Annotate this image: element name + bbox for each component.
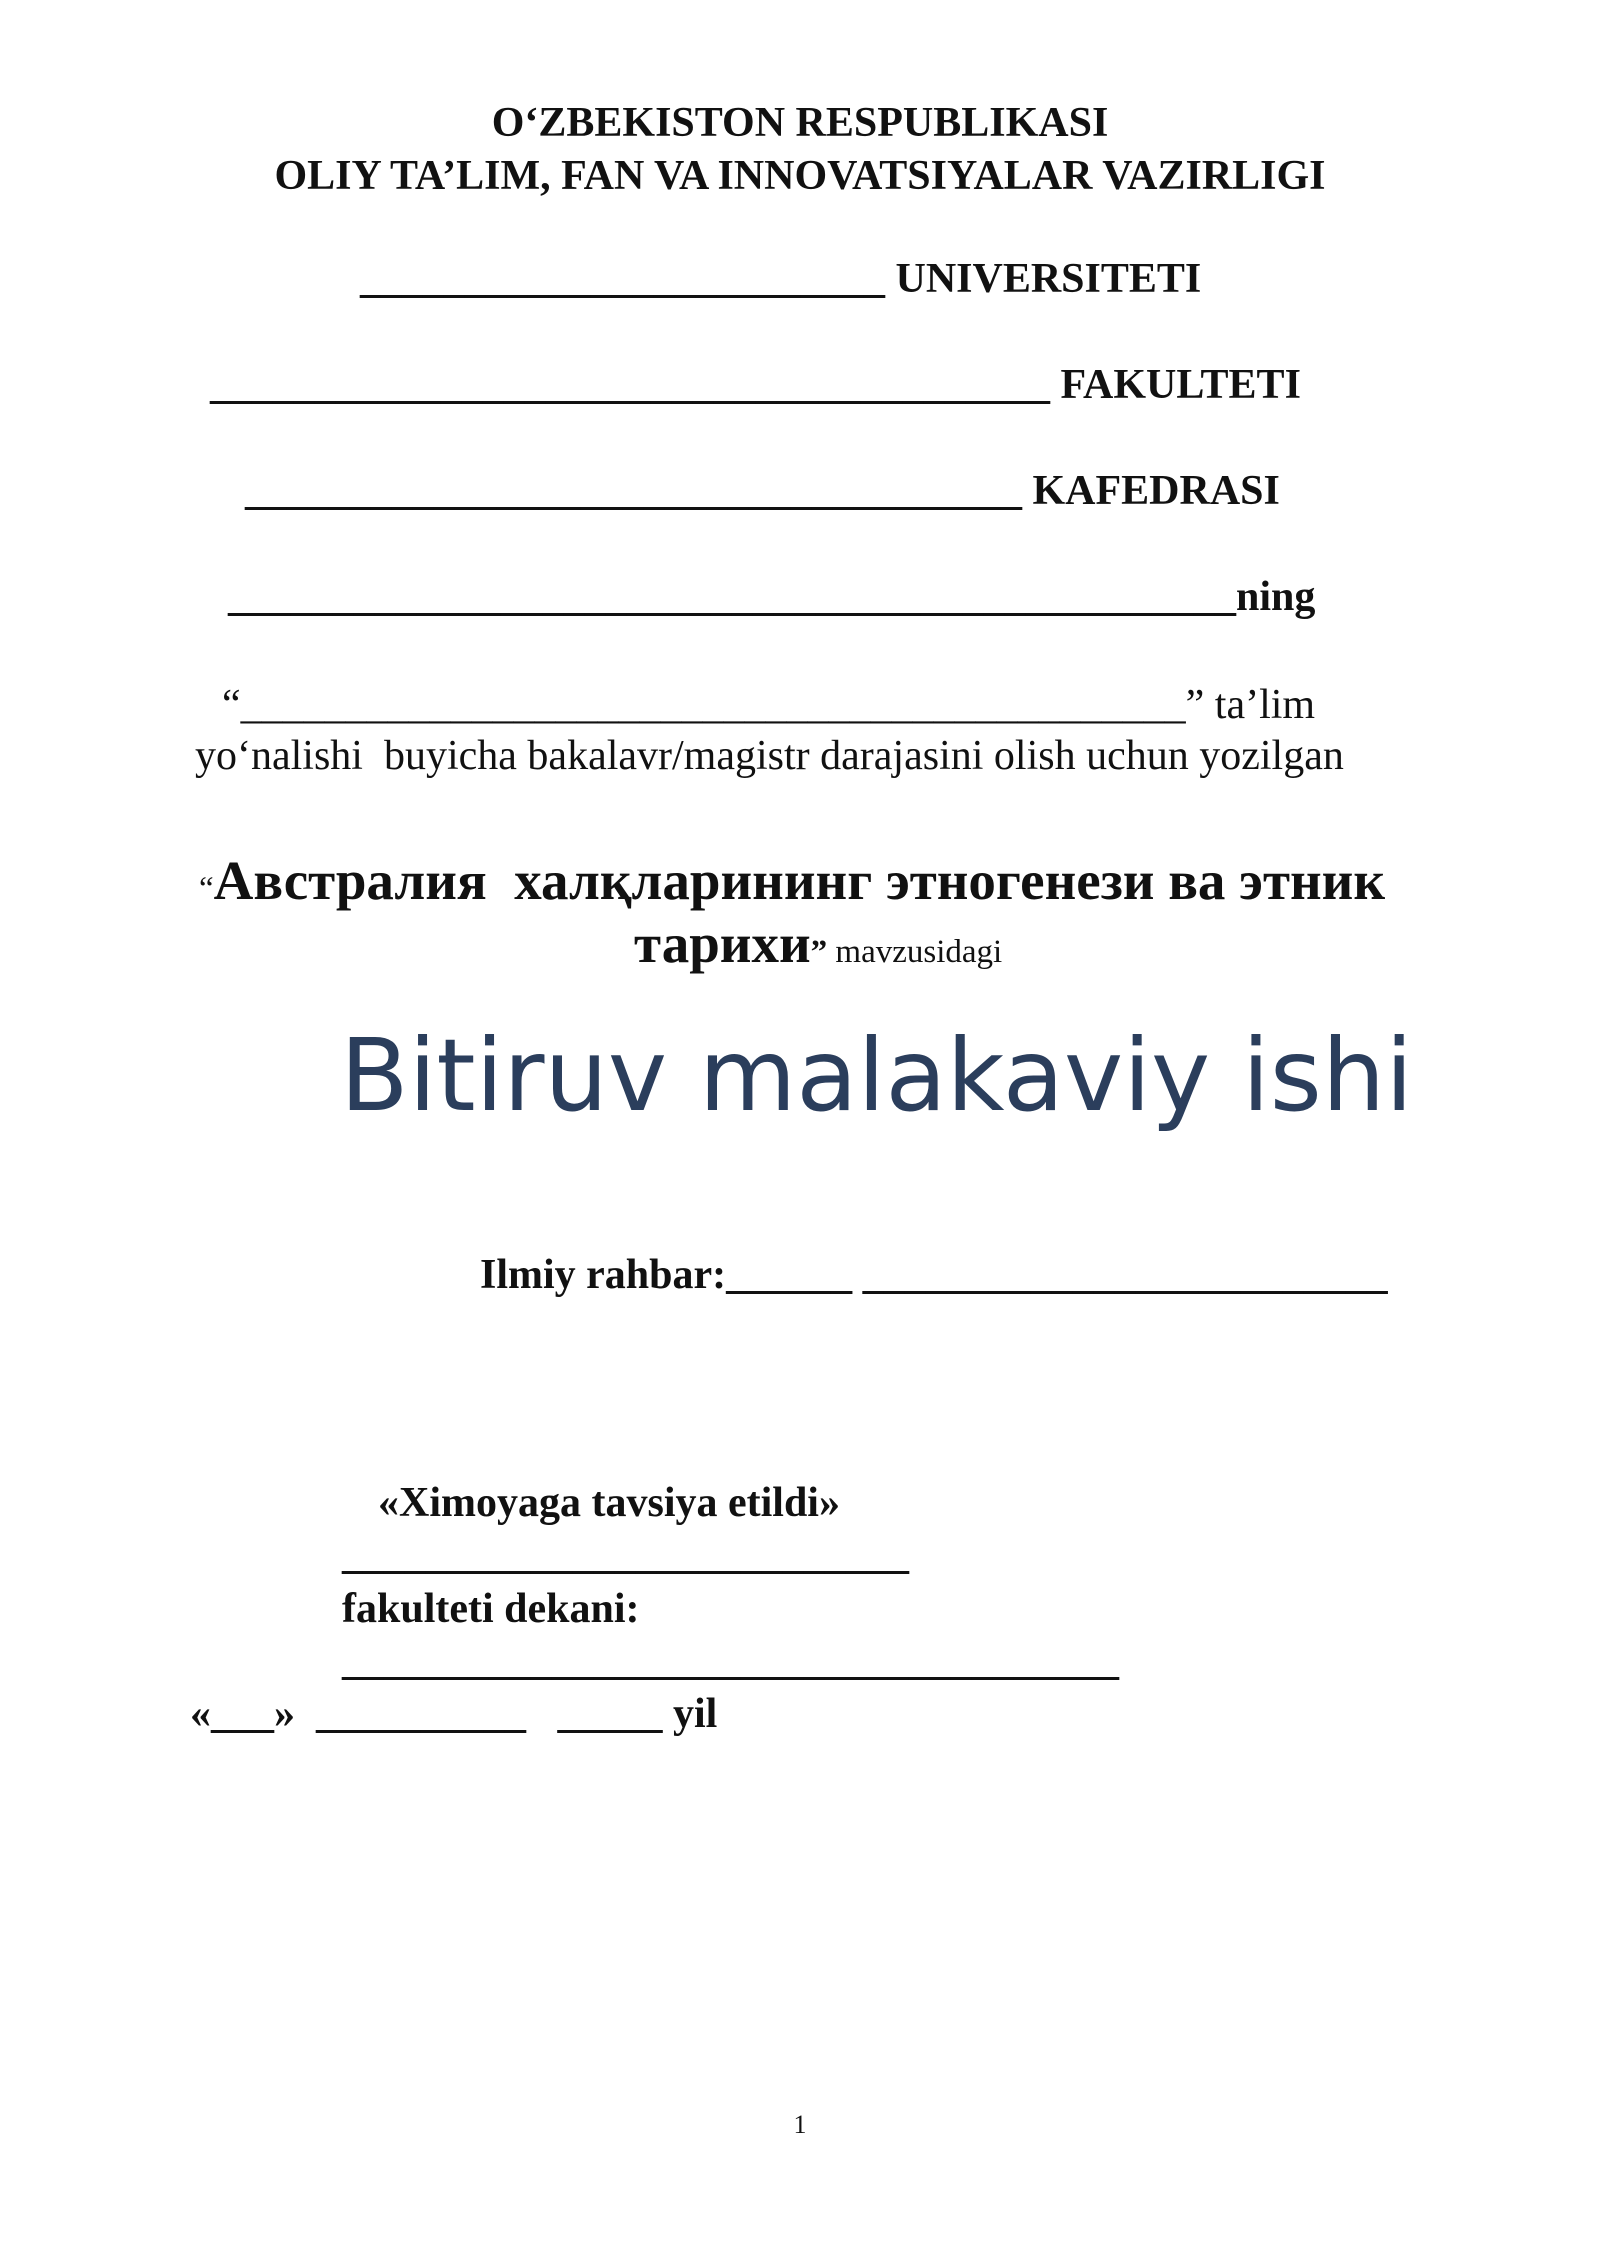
page-number: 1 [793, 2110, 807, 2139]
topic-suffix: mavzusidagi [827, 934, 1003, 970]
supervisor-field: Ilmiy rahbar:______ _________________________ [480, 1252, 1388, 1298]
topic-title-part2: тарихи [634, 913, 811, 974]
topic-title-part1: Австралия халқларининг этногенези ва этник [213, 850, 1386, 911]
dean-name-blank: _____________________________________ [342, 1638, 1119, 1684]
header-ministry: OLIY TA’LIM, FAN VA INNOVATSIYALAR VAZIRLIGI [274, 153, 1326, 199]
university-field: _________________________ UNIVERSITETI [360, 256, 1202, 302]
header-country: O‘ZBEKISTON RESPUBLIKASI [491, 100, 1109, 146]
faculty-field: ________________________________________ FAKULTETI [210, 362, 1301, 408]
work-title: Bitiruv malakaviy ishi [340, 1017, 1413, 1134]
direction-line: “_____________________________________________” ta’lim [222, 682, 1316, 728]
topic-close-quote: ” [810, 934, 828, 970]
department-field: _____________________________________ KAFEDRASI [245, 468, 1280, 514]
dean-faculty-blank: ___________________________ [342, 1532, 909, 1578]
date-field: «___» __________ _____ yil [190, 1691, 718, 1737]
degree-line: yo‘nalishi buyicha bakalavr/magistr darajasini olish uchun yozilgan [195, 733, 1344, 779]
student-field: ________________________________________________ning [228, 574, 1316, 620]
topic-open-quote: “ [199, 871, 214, 907]
recommended-label: «Ximoyaga tavsiya etildi» [378, 1480, 840, 1526]
dean-label: fakulteti dekani: [342, 1586, 640, 1632]
topic-line-2 [618, 900, 1002, 987]
